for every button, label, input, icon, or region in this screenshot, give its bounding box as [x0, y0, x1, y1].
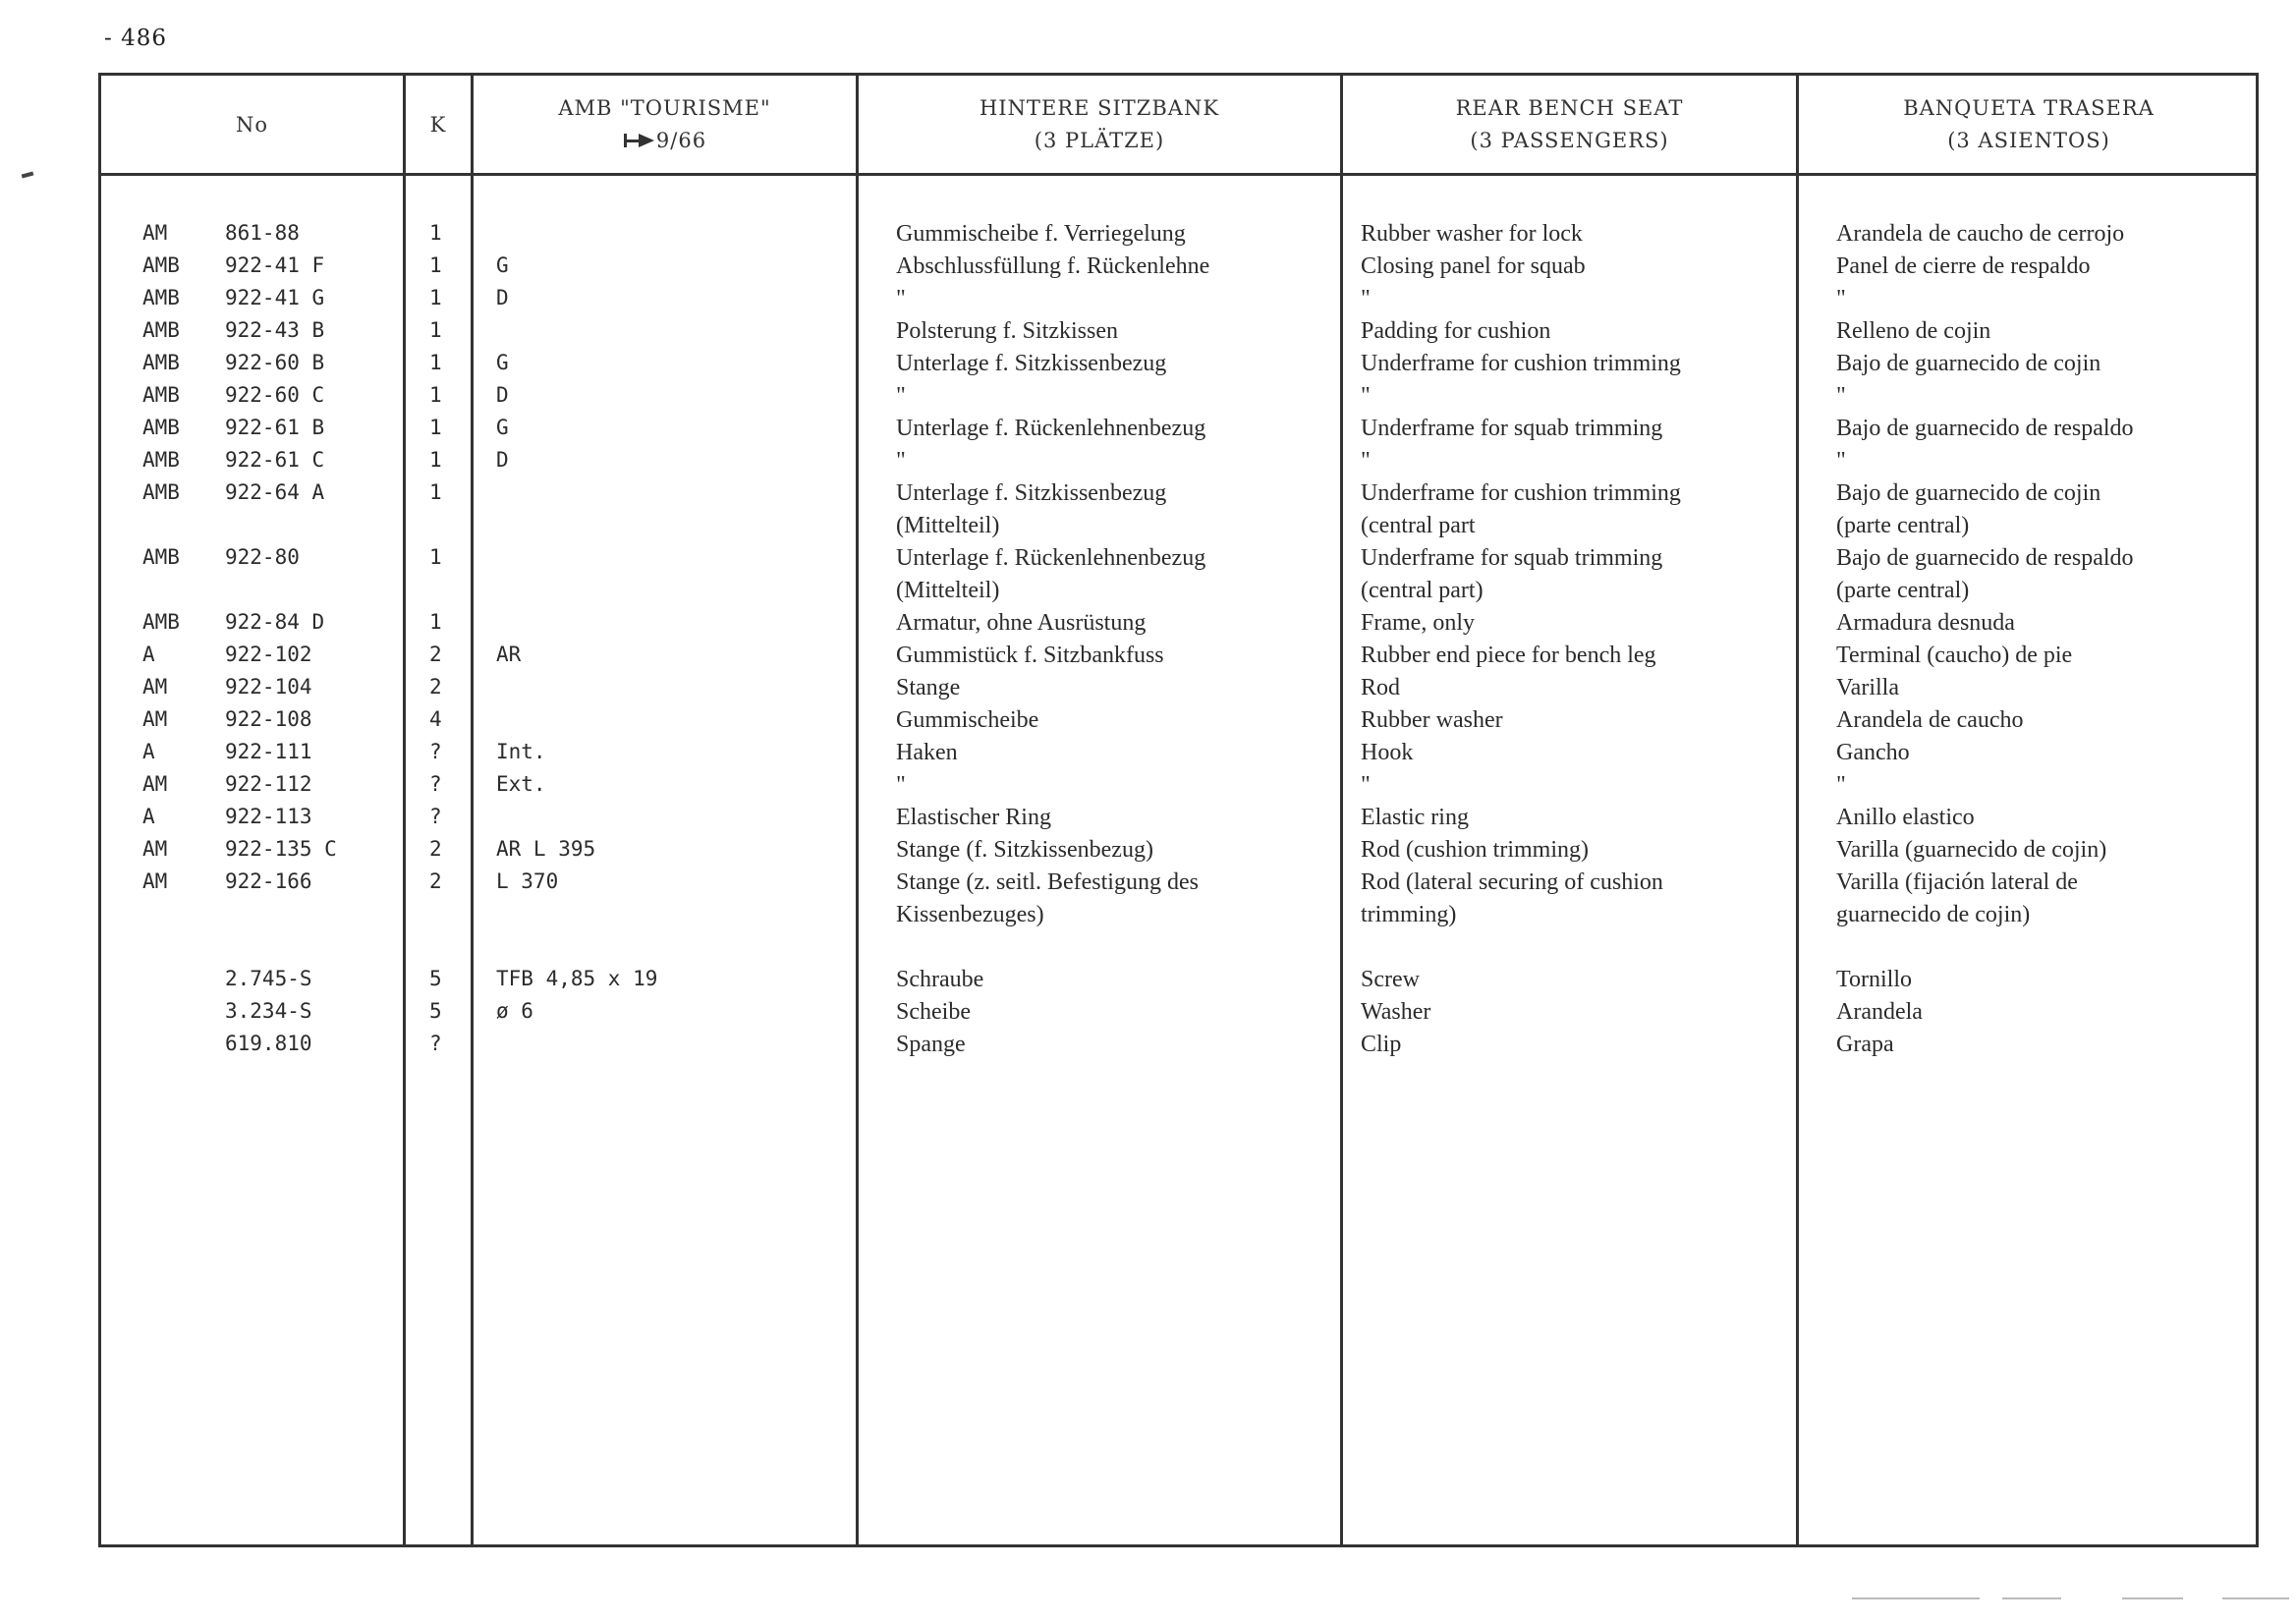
row-spanish-cell: (parte central)	[1836, 578, 1970, 603]
row-part-number-cell: 922-41 G	[225, 286, 325, 309]
row-prefix-cell: AMB	[142, 253, 180, 277]
header-no	[101, 76, 403, 174]
row-german-cell: Unterlage f. Sitzkissenbezug	[896, 351, 1167, 376]
row-prefix-cell: AMB	[142, 318, 180, 342]
row-german-cell: Armatur, ohne Ausrüstung	[896, 610, 1147, 636]
row-quantity-cell: 1	[429, 383, 442, 407]
row-spanish-cell: "	[1836, 383, 1846, 409]
header-english-line2: (3 PASSENGERS)	[1470, 129, 1669, 152]
row-english-cell: Underframe for cushion trimming	[1361, 351, 1681, 376]
row-prefix-cell: AMB	[142, 480, 180, 504]
row-english-cell: Frame, only	[1361, 610, 1475, 636]
row-spanish-cell: Grapa	[1836, 1032, 1894, 1057]
column-divider	[403, 76, 406, 1544]
row-spanish-cell: "	[1836, 772, 1846, 798]
row-part-number-cell: 922-64 A	[225, 480, 325, 504]
row-german-cell: Haken	[896, 740, 958, 765]
row-english-cell: Rod	[1361, 675, 1401, 700]
row-spanish-cell: Panel de cierre de respaldo	[1836, 253, 2091, 279]
row-prefix-cell: AM	[142, 837, 168, 861]
scan-dash	[2122, 1597, 2183, 1599]
column-divider	[1340, 76, 1343, 1544]
row-german-cell: (Mittelteil)	[896, 513, 1000, 538]
header-amb-line1: AMB "TOURISME"	[558, 96, 771, 120]
row-quantity-cell: 2	[429, 869, 442, 893]
row-quantity-cell: 5	[429, 999, 442, 1023]
header-spanish-line2: (3 ASIENTOS)	[1947, 129, 2110, 152]
row-english-cell: Hook	[1361, 740, 1414, 765]
row-spanish-cell: Bajo de guarnecido de cojin	[1836, 480, 2101, 506]
header-k-label: K	[429, 112, 447, 137]
row-quantity-cell: 1	[429, 610, 442, 634]
row-amb-cell: D	[496, 448, 509, 472]
scan-dash	[1852, 1597, 1980, 1599]
row-english-cell: Clip	[1361, 1032, 1402, 1057]
row-german-cell: Gummischeibe	[896, 707, 1039, 733]
scan-dash	[2222, 1597, 2289, 1599]
row-english-cell: Rubber washer	[1361, 707, 1503, 733]
row-quantity-cell: 1	[429, 286, 442, 309]
row-german-cell: (Mittelteil)	[896, 578, 1000, 603]
row-english-cell: Underframe for cushion trimming	[1361, 480, 1681, 506]
row-english-cell: Rubber end piece for bench leg	[1361, 643, 1656, 668]
page-number: - 486	[104, 26, 167, 51]
row-spanish-cell: Bajo de guarnecido de cojin	[1836, 351, 2101, 376]
column-divider	[471, 76, 474, 1544]
row-german-cell: Unterlage f. Rückenlehnenbezug	[896, 545, 1206, 571]
row-spanish-cell: Varilla	[1836, 675, 1899, 700]
row-quantity-cell: 1	[429, 221, 442, 245]
row-part-number-cell: 922-60 B	[225, 351, 325, 374]
row-german-cell: "	[896, 383, 906, 409]
header-spanish-line1: BANQUETA TRASERA	[1903, 96, 2155, 120]
row-part-number-cell: 922-60 C	[225, 383, 325, 407]
row-english-cell: Underframe for squab trimming	[1361, 545, 1663, 571]
row-english-cell: "	[1361, 448, 1371, 474]
arrow-icon	[623, 132, 656, 149]
row-quantity-cell: 2	[429, 675, 442, 699]
row-quantity-cell: 5	[429, 967, 442, 990]
row-english-cell: "	[1361, 772, 1371, 798]
row-english-cell: Rod (lateral securing of cushion	[1361, 869, 1663, 895]
row-spanish-cell: "	[1836, 448, 1846, 474]
row-amb-cell: D	[496, 286, 509, 309]
row-quantity-cell: ?	[429, 805, 442, 828]
row-spanish-cell: Varilla (fijación lateral de	[1836, 869, 2078, 895]
row-english-cell: "	[1361, 383, 1371, 409]
row-prefix-cell: AM	[142, 221, 168, 245]
row-part-number-cell: 922-104	[225, 675, 312, 699]
margin-mark	[22, 172, 34, 179]
row-german-cell: Gummistück f. Sitzbankfuss	[896, 643, 1164, 668]
row-german-cell: Stange (f. Sitzkissenbezug)	[896, 837, 1153, 863]
row-quantity-cell: ?	[429, 1032, 442, 1055]
row-part-number-cell: 922-41 F	[225, 253, 325, 277]
row-prefix-cell: AMB	[142, 383, 180, 407]
row-amb-cell: Ext.	[496, 772, 546, 796]
row-part-number-cell: 922-102	[225, 643, 312, 666]
row-prefix-cell: AMB	[142, 351, 180, 374]
row-part-number-cell: 619.810	[225, 1032, 312, 1055]
row-english-cell: (central part	[1361, 513, 1476, 538]
row-english-cell: trimming)	[1361, 902, 1457, 927]
row-amb-cell: L 370	[496, 869, 559, 893]
row-part-number-cell: 922-80	[225, 545, 300, 569]
row-quantity-cell: 1	[429, 351, 442, 374]
header-german-line2: (3 PLÄTZE)	[1034, 129, 1165, 152]
row-german-cell: "	[896, 286, 906, 311]
row-german-cell: Gummischeibe f. Verriegelung	[896, 221, 1186, 247]
row-quantity-cell: 2	[429, 643, 442, 666]
row-amb-cell: Int.	[496, 740, 546, 763]
row-quantity-cell: ?	[429, 740, 442, 763]
row-german-cell: Unterlage f. Sitzkissenbezug	[896, 480, 1167, 506]
row-spanish-cell: Gancho	[1836, 740, 1910, 765]
row-spanish-cell: Relleno de cojin	[1836, 318, 1991, 344]
row-quantity-cell: 1	[429, 448, 442, 472]
row-quantity-cell: ?	[429, 772, 442, 796]
parts-catalog-table	[98, 73, 2259, 1547]
row-spanish-cell: Anillo elastico	[1836, 805, 1975, 830]
row-quantity-cell: 1	[429, 545, 442, 569]
header-english	[1343, 76, 1796, 174]
row-german-cell: Elastischer Ring	[896, 805, 1051, 830]
row-quantity-cell: 2	[429, 837, 442, 861]
row-part-number-cell: 3.234-S	[225, 999, 312, 1023]
row-german-cell: Polsterung f. Sitzkissen	[896, 318, 1118, 344]
row-amb-cell: AR	[496, 643, 522, 666]
row-english-cell: Washer	[1361, 999, 1431, 1025]
header-amb-date: 9/66	[655, 129, 707, 152]
row-spanish-cell: Varilla (guarnecido de cojin)	[1836, 837, 2107, 863]
row-spanish-cell: Bajo de guarnecido de respaldo	[1836, 416, 2134, 441]
row-amb-cell: G	[496, 253, 509, 277]
row-prefix-cell: AM	[142, 707, 168, 731]
row-spanish-cell: Tornillo	[1836, 967, 1912, 992]
row-english-cell: Closing panel for squab	[1361, 253, 1586, 279]
row-amb-cell: ø 6	[496, 999, 533, 1023]
row-english-cell: Rubber washer for lock	[1361, 221, 1583, 247]
row-german-cell: Stange	[896, 675, 961, 700]
scan-dash	[2002, 1597, 2061, 1599]
row-spanish-cell: Arandela de caucho de cerrojo	[1836, 221, 2125, 247]
row-spanish-cell: Bajo de guarnecido de respaldo	[1836, 545, 2134, 571]
row-spanish-cell: guarnecido de cojin)	[1836, 902, 2031, 927]
row-english-cell: Screw	[1361, 967, 1420, 992]
row-amb-cell: D	[496, 383, 509, 407]
row-english-cell: "	[1361, 286, 1371, 311]
row-german-cell: Abschlussfüllung f. Rückenlehne	[896, 253, 1210, 279]
row-amb-cell: AR L 395	[496, 837, 596, 861]
row-german-cell: "	[896, 772, 906, 798]
row-part-number-cell: 922-61 B	[225, 416, 325, 439]
row-german-cell: Schraube	[896, 967, 984, 992]
header-german	[859, 76, 1340, 174]
row-part-number-cell: 922-166	[225, 869, 312, 893]
row-part-number-cell: 922-108	[225, 707, 312, 731]
header-spanish	[1799, 76, 2259, 174]
row-quantity-cell: 1	[429, 318, 442, 342]
row-amb-cell: G	[496, 351, 509, 374]
row-part-number-cell: 922-112	[225, 772, 312, 796]
row-spanish-cell: "	[1836, 286, 1846, 311]
row-spanish-cell: Armadura desnuda	[1836, 610, 2015, 636]
row-prefix-cell: AM	[142, 869, 168, 893]
header-english-line1: REAR BENCH SEAT	[1455, 96, 1684, 120]
header-amb	[474, 76, 856, 174]
row-part-number-cell: 922-135 C	[225, 837, 337, 861]
row-german-cell: Scheibe	[896, 999, 971, 1025]
row-quantity-cell: 1	[429, 253, 442, 277]
row-part-number-cell: 861-88	[225, 221, 300, 245]
row-english-cell: Elastic ring	[1361, 805, 1469, 830]
row-german-cell: "	[896, 448, 906, 474]
column-divider	[1796, 76, 1799, 1544]
header-k	[406, 76, 471, 174]
row-prefix-cell: AMB	[142, 448, 180, 472]
row-quantity-cell: 1	[429, 416, 442, 439]
row-part-number-cell: 922-61 C	[225, 448, 325, 472]
row-prefix-cell: AMB	[142, 286, 180, 309]
row-amb-cell: G	[496, 416, 509, 439]
row-amb-cell: TFB 4,85 x 19	[496, 967, 658, 990]
row-prefix-cell: AMB	[142, 610, 180, 634]
row-part-number-cell: 922-84 D	[225, 610, 325, 634]
row-prefix-cell: AM	[142, 675, 168, 699]
row-german-cell: Stange (z. seitl. Befestigung des	[896, 869, 1199, 895]
row-prefix-cell: A	[142, 740, 155, 763]
row-part-number-cell: 922-111	[225, 740, 312, 763]
header-amb-line2	[623, 125, 706, 157]
row-english-cell: Rod (cushion trimming)	[1361, 837, 1589, 863]
row-german-cell: Kissenbezuges)	[896, 902, 1044, 927]
row-english-cell: Underframe for squab trimming	[1361, 416, 1663, 441]
row-prefix-cell: AMB	[142, 545, 180, 569]
row-part-number-cell: 2.745-S	[225, 967, 312, 990]
row-prefix-cell: A	[142, 643, 155, 666]
row-english-cell: Padding for cushion	[1361, 318, 1551, 344]
column-divider	[856, 76, 859, 1544]
row-spanish-cell: (parte central)	[1836, 513, 1970, 538]
row-german-cell: Unterlage f. Rückenlehnenbezug	[896, 416, 1206, 441]
row-spanish-cell: Arandela	[1836, 999, 1923, 1025]
row-part-number-cell: 922-113	[225, 805, 312, 828]
row-quantity-cell: 1	[429, 480, 442, 504]
row-english-cell: (central part)	[1361, 578, 1484, 603]
row-spanish-cell: Arandela de caucho	[1836, 707, 2024, 733]
row-prefix-cell: A	[142, 805, 155, 828]
row-spanish-cell: Terminal (caucho) de pie	[1836, 643, 2073, 668]
row-german-cell: Spange	[896, 1032, 966, 1057]
header-german-line1: HINTERE SITZBANK	[979, 96, 1220, 120]
header-no-label: No	[235, 112, 269, 137]
row-prefix-cell: AMB	[142, 416, 180, 439]
row-quantity-cell: 4	[429, 707, 442, 731]
row-part-number-cell: 922-43 B	[225, 318, 325, 342]
row-prefix-cell: AM	[142, 772, 168, 796]
